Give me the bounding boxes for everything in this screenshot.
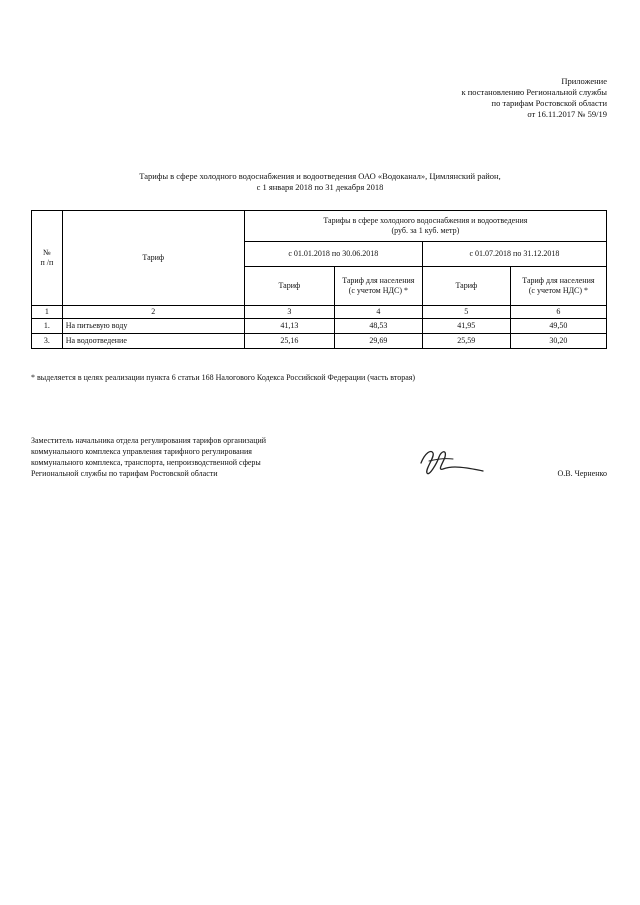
row-tariff-period-2: 25,59 xyxy=(422,334,510,349)
title-line-1: Тарифы в сфере холодного водоснабжения и водоотведения ОАО «Водоканал», Цимлянский район, xyxy=(139,171,501,181)
row-number: 3. xyxy=(32,334,63,349)
row-population-period-2: 30,20 xyxy=(510,334,606,349)
column-number: 5 xyxy=(422,306,510,319)
column-number: 1 xyxy=(32,306,63,319)
header-sub-tariff: Тариф xyxy=(422,267,510,306)
table-row xyxy=(32,319,607,334)
row-tariff-period-1: 41,13 xyxy=(244,319,334,334)
column-number: 3 xyxy=(244,306,334,319)
signer-position-line: Заместитель начальника отдела регулирования тарифов организаций xyxy=(31,436,267,445)
column-number: 2 xyxy=(62,306,244,319)
row-tariff-period-1: 25,16 xyxy=(244,334,334,349)
row-tariff-period-2: 41,95 xyxy=(422,319,510,334)
row-population-period-1: 29,69 xyxy=(334,334,422,349)
appendix-line: Приложение xyxy=(561,76,607,86)
header-period-1: с 01.01.2018 по 30.06.2018 xyxy=(244,242,422,267)
signer-name: О.В. Черненко xyxy=(557,469,607,478)
column-number: 6 xyxy=(510,306,606,319)
footnote: * выделяется в целях реализации пункта 6 статьи 168 Налогового Кодекса Российской Федерации (часть вторая) xyxy=(31,373,416,382)
header-tariff: Тариф xyxy=(62,211,244,306)
header-sub-population: Тариф для населения (с учетом НДС) * xyxy=(334,267,422,306)
handwritten-signature xyxy=(415,443,485,479)
tariff-table xyxy=(31,210,607,349)
document-title xyxy=(0,171,640,193)
appendix-line: от 16.11.2017 № 59/19 xyxy=(527,109,607,119)
header-group: Тарифы в сфере холодного водоснабжения и водоотведения (руб. за 1 куб. метр) xyxy=(244,211,606,242)
header-period-2: с 01.07.2018 по 31.12.2018 xyxy=(422,242,606,267)
appendix-block xyxy=(461,76,607,120)
column-number: 4 xyxy=(334,306,422,319)
row-name: На водоотведение xyxy=(62,334,244,349)
signer-position-line: Региональной службы по тарифам Ростовской области xyxy=(31,469,218,478)
signer-position xyxy=(31,435,266,479)
header-number: № п /п xyxy=(32,211,63,306)
header-sub-population: Тариф для населения (с учетом НДС) * xyxy=(510,267,606,306)
row-name: На питьевую воду xyxy=(62,319,244,334)
title-line-2: с 1 января 2018 по 31 декабря 2018 xyxy=(256,182,384,192)
appendix-line: по тарифам Ростовской области xyxy=(491,98,607,108)
row-number: 1. xyxy=(32,319,63,334)
row-population-period-1: 48,53 xyxy=(334,319,422,334)
appendix-line: к постановлению Региональной службы xyxy=(461,87,607,97)
signer-position-line: коммунального комплекса управления тарифного регулирования xyxy=(31,447,252,456)
row-population-period-2: 49,50 xyxy=(510,319,606,334)
header-sub-tariff: Тариф xyxy=(244,267,334,306)
table-row xyxy=(32,334,607,349)
signer-position-line: коммунального комплекса, транспорта, непроизводственной сферы xyxy=(31,458,261,467)
